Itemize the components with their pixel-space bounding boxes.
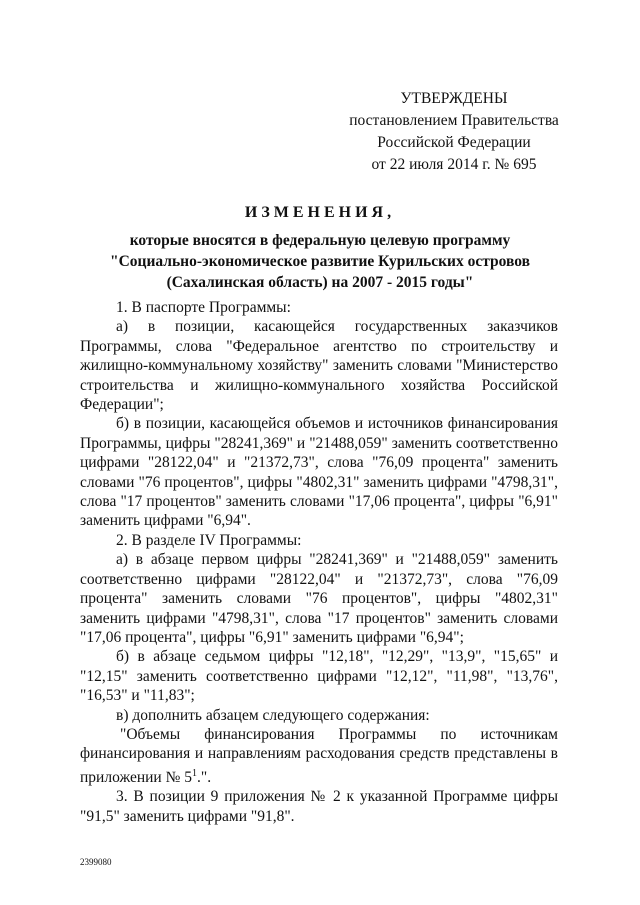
- paragraph-section-iv-b: б) в абзаце седьмом цифры "12,18", "12,29", "13,9", "15,65" и "12,15" заменить соответственно цифрами "12,12", "11,98", "13,76", "16,53" и "11,83";: [80, 648, 558, 705]
- approval-line-1: постановлением Правительства: [349, 112, 559, 129]
- paragraph-quote: [80, 725, 558, 787]
- approval-block: [344, 88, 564, 176]
- subtitle-line-2: "Социально-экономическое развитие Курильских островов: [109, 253, 531, 270]
- quote-text: "Объемы финансирования Программы по источникам финансирования и направлениям расходования средств представлены в приложении № 5: [80, 725, 558, 786]
- subtitle-line-1: которые вносятся в федеральную целевую программу: [129, 232, 511, 249]
- document-code: 2399080: [80, 857, 112, 867]
- approval-line-3: от 22 июля 2014 г. № 695: [371, 156, 537, 173]
- document-title: ИЗМЕНЕНИЯ,: [244, 204, 396, 221]
- paragraph-item-3: 3. В позиции 9 приложения № 2 к указанной Программе цифры "91,5" заменить цифрами "91,8".: [80, 788, 558, 825]
- paragraph-section-iv-a: а) в абзаце первом цифры "28241,369" и "21488,059" заменить соответственно цифрами "28122,04" и "21372,73", слова "76,09 процента" заменить словами "76 процентов", цифры "4802,31" заменить цифрами "4798,31", слова "17 процентов" заменить словами "17,06 процента", цифры "6,91" заменить цифрами "6,94";: [80, 551, 558, 646]
- quote-tail: .".: [197, 768, 212, 786]
- approval-title: УТВЕРЖДЕНЫ: [400, 90, 508, 107]
- paragraph-passport-b: б) в позиции, касающейся объемов и источников финансирования Программы, цифры "28241,369" и "21488,059" заменить соответственно цифрами "28122,04" и "21372,73", слова "76,09 процента" заменить словами "76 процентов", цифры "4802,31" заменить цифрами "4798,31", слова "17 процентов" заменить словами "17,06 процента", цифры "6,91" заменить цифрами "6,94".: [80, 415, 558, 530]
- paragraph-section-iv: 2. В разделе IV Программы:: [116, 531, 302, 549]
- quote-superscript: 1: [192, 767, 197, 779]
- paragraph-section-iv-c: в) дополнить абзацем следующего содержания:: [116, 706, 430, 724]
- approval-line-2: Российской Федерации: [377, 134, 531, 151]
- document-subtitle: [0, 230, 640, 293]
- document-body: [80, 298, 558, 826]
- paragraph-passport-a: а) в позиции, касающейся государственных заказчиков Программы, слова "Федеральное агентство по строительству и жилищно-коммунальному хозяйству" заменить словами "Министерство строительства и жилищно-коммунального хозяйства Российской Федерации";: [80, 318, 558, 414]
- subtitle-line-3: (Сахалинская область) на 2007 - 2015 годы": [166, 274, 474, 291]
- paragraph-passport: 1. В паспорте Программы:: [116, 299, 291, 316]
